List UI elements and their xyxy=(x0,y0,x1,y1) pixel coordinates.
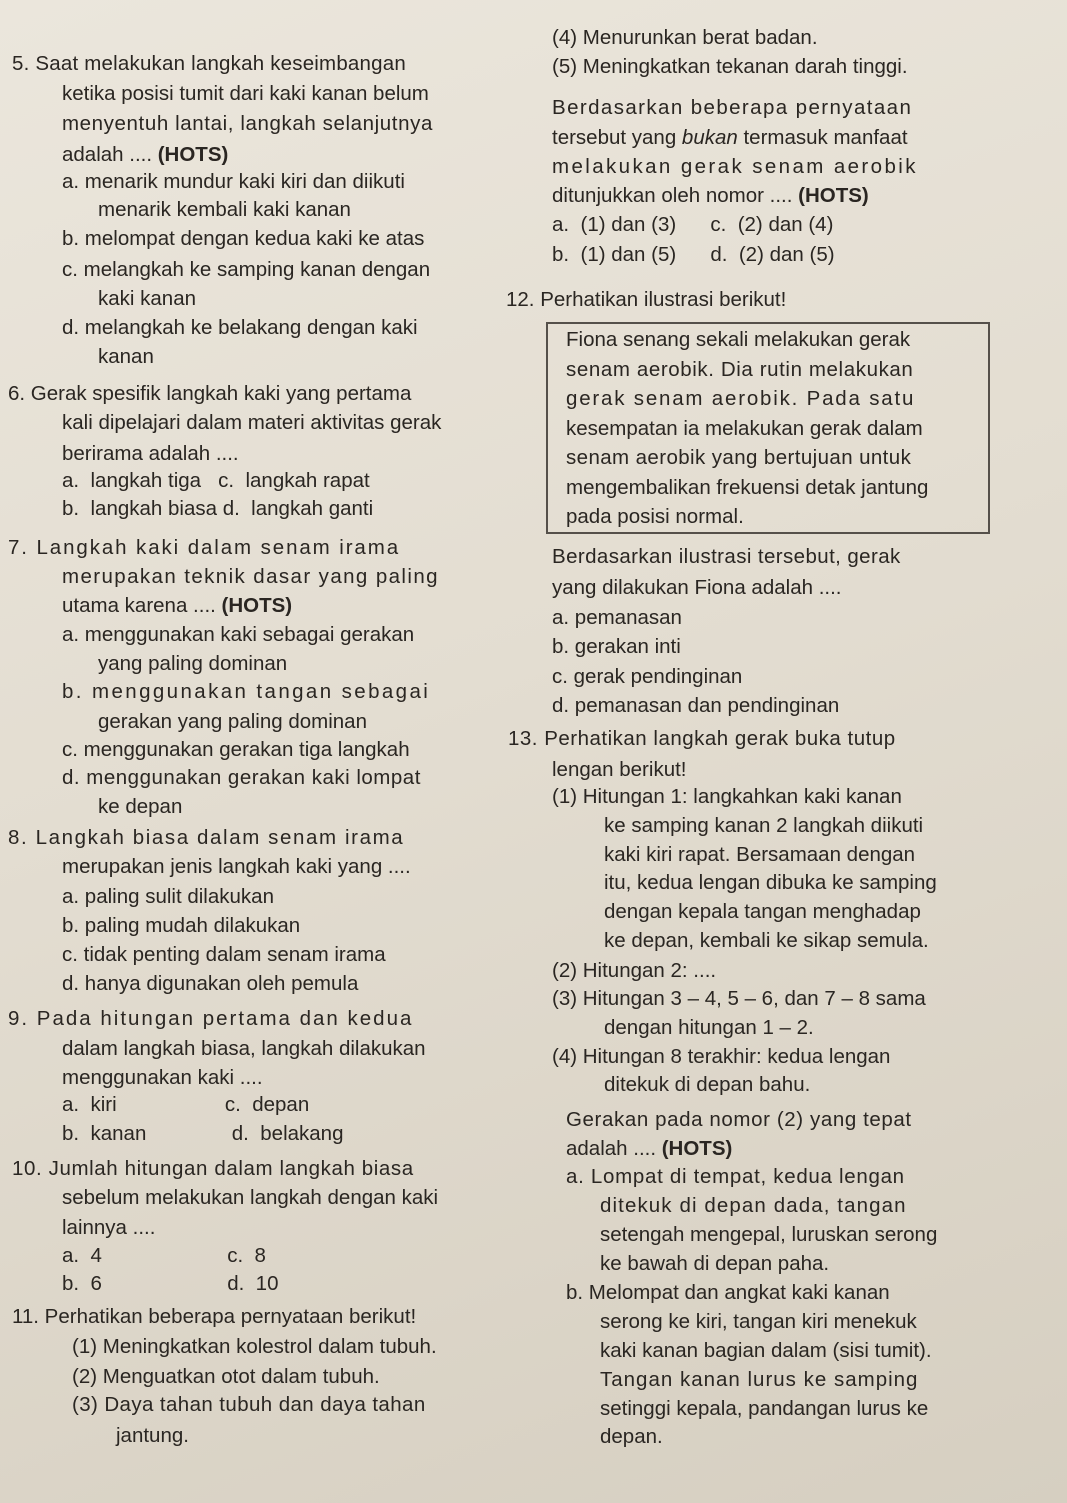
question-13-prompt: adalah .... (HOTS) xyxy=(566,1137,733,1160)
question-5-option-c: c. melangkah ke samping kanan dengan xyxy=(62,258,431,281)
question-11-options-bd: b. (1) dan (5) d. (2) dan (5) xyxy=(552,243,835,266)
question-10-stem: lainnya .... xyxy=(62,1216,156,1239)
question-13-step-1: dengan kepala tangan menghadap xyxy=(604,900,921,923)
illustration-text: Fiona senang sekali melakukan gerak xyxy=(566,328,911,351)
illustration-text: senam aerobik yang bertujuan untuk xyxy=(566,446,912,469)
question-9-options-ac: a. kiri c. depan xyxy=(62,1093,310,1116)
question-7-stem: utama karena .... (HOTS) xyxy=(62,594,293,617)
question-9-options-bd: b. kanan d. belakang xyxy=(62,1122,344,1145)
question-12-stem: Berdasarkan ilustrasi tersebut, gerak xyxy=(552,545,901,568)
question-11-stem: Berdasarkan beberapa pernyataan xyxy=(552,96,913,119)
question-12-option-c: c. gerak pendinginan xyxy=(552,665,743,688)
question-13-option-b: depan. xyxy=(600,1425,663,1448)
question-5-stem: 5. Saat melakukan langkah keseimbangan xyxy=(12,52,406,75)
question-7-option-d: ke depan xyxy=(98,795,183,818)
question-11-statement: (3) Daya tahan tubuh dan daya tahan xyxy=(72,1393,426,1416)
question-11-statement: (4) Menurunkan berat badan. xyxy=(552,26,818,49)
question-5-option-d: d. melangkah ke belakang dengan kaki xyxy=(62,316,418,339)
question-13-stem: lengan berikut! xyxy=(552,758,687,781)
illustration-text: gerak senam aerobik. Pada satu xyxy=(566,387,916,410)
hots-marker: (HOTS) xyxy=(798,184,869,207)
question-5-stem: adalah .... (HOTS) xyxy=(62,143,229,166)
question-10-stem: sebelum melakukan langkah dengan kaki xyxy=(62,1186,439,1209)
question-10-options-ac: a. 4 c. 8 xyxy=(62,1244,266,1267)
question-7-option-b: gerakan yang paling dominan xyxy=(98,710,367,733)
question-12-stem: 12. Perhatikan ilustrasi berikut! xyxy=(506,288,787,311)
question-13-step-4: ditekuk di depan bahu. xyxy=(604,1073,811,1096)
hots-marker: (HOTS) xyxy=(157,143,229,166)
question-13-step-1: (1) Hitungan 1: langkahkan kaki kanan xyxy=(552,785,902,808)
question-11-stem: ditunjukkan oleh nomor .... (HOTS) xyxy=(552,184,869,207)
question-7-option-b: b. menggunakan tangan sebagai xyxy=(62,680,431,703)
question-9-stem: 9. Pada hitungan pertama dan kedua xyxy=(8,1007,414,1030)
question-11-stem-part: termasuk manfaat xyxy=(737,126,908,149)
question-6-stem: berirama adalah .... xyxy=(62,442,239,465)
question-9-stem: dalam langkah biasa, langkah dilakukan xyxy=(62,1037,426,1060)
question-13-step-1: ke samping kanan 2 langkah diikuti xyxy=(604,814,924,837)
question-6-stem: kali dipelajari dalam materi aktivitas gerak xyxy=(62,411,442,434)
question-10-stem: 10. Jumlah hitungan dalam langkah biasa xyxy=(12,1157,414,1180)
question-13-option-b: serong ke kiri, tangan kiri menekuk xyxy=(600,1310,917,1333)
question-13-step-4: (4) Hitungan 8 terakhir: kedua lengan xyxy=(552,1045,891,1068)
question-13-option-b: b. Melompat dan angkat kaki kanan xyxy=(566,1281,890,1304)
question-13-option-a: ditekuk di depan dada, tangan xyxy=(600,1194,907,1217)
question-5-option-a: a. menarik mundur kaki kiri dan diikuti xyxy=(62,170,405,193)
question-7-option-d: d. menggunakan gerakan kaki lompat xyxy=(62,766,421,789)
question-7-option-a: a. menggunakan kaki sebagai gerakan xyxy=(62,623,415,646)
question-8-option-c: c. tidak penting dalam senam irama xyxy=(62,943,386,966)
question-5-option-c: kaki kanan xyxy=(98,287,197,310)
question-7-option-a: yang paling dominan xyxy=(98,652,288,675)
question-7-option-c: c. menggunakan gerakan tiga langkah xyxy=(62,738,410,761)
question-13-option-a: setengah mengepal, luruskan serong xyxy=(600,1223,938,1246)
question-5-stem: ketika posisi tumit dari kaki kanan belum xyxy=(62,82,429,105)
question-8-stem: 8. Langkah biasa dalam senam irama xyxy=(8,826,405,849)
question-13-step-2: (2) Hitungan 2: .... xyxy=(552,959,717,982)
question-13-option-b: kaki kanan bagian dalam (sisi tumit). xyxy=(600,1339,932,1362)
question-11-options-ac: a. (1) dan (3) c. (2) dan (4) xyxy=(552,213,834,236)
question-11-statement: (1) Meningkatkan kolestrol dalam tubuh. xyxy=(72,1335,437,1358)
hots-marker: (HOTS) xyxy=(661,1137,733,1160)
question-10-options-bd: b. 6 d. 10 xyxy=(62,1272,279,1295)
question-5-option-a: menarik kembali kaki kanan xyxy=(98,198,351,221)
question-11-stem: melakukan gerak senam aerobik xyxy=(552,155,918,178)
question-9-stem: menggunakan kaki .... xyxy=(62,1066,263,1089)
question-13-option-b: setinggi kepala, pandangan lurus ke xyxy=(600,1397,929,1420)
question-11-stem xyxy=(552,126,908,150)
question-11-stem-part: tersebut yang xyxy=(552,126,682,149)
question-11-statement: (2) Menguatkan otot dalam tubuh. xyxy=(72,1365,380,1388)
question-13-step-1: itu, kedua lengan dibuka ke samping xyxy=(604,871,937,894)
question-12-option-d: d. pemanasan dan pendinginan xyxy=(552,694,840,717)
question-5-option-d: kanan xyxy=(98,345,154,368)
question-13-step-1: kaki kiri rapat. Bersamaan dengan xyxy=(604,843,916,866)
question-13-step-3: (3) Hitungan 3 – 4, 5 – 6, dan 7 – 8 sama xyxy=(552,987,926,1010)
question-6-options-bd: b. langkah biasa d. langkah ganti xyxy=(62,497,374,520)
illustration-text: senam aerobik. Dia rutin melakukan xyxy=(566,358,914,381)
question-8-option-d: d. hanya digunakan oleh pemula xyxy=(62,972,359,995)
question-6-options-ac: a. langkah tiga c. langkah rapat xyxy=(62,469,370,492)
question-8-stem: merupakan jenis langkah kaki yang .... xyxy=(62,855,411,878)
question-13-option-a: ke bawah di depan paha. xyxy=(600,1252,830,1275)
question-13-stem: 13. Perhatikan langkah gerak buka tutup xyxy=(508,727,896,750)
question-13-step-1: ke depan, kembali ke sikap semula. xyxy=(604,929,929,952)
question-5-option-b: b. melompat dengan kedua kaki ke atas xyxy=(62,227,425,250)
question-8-option-a: a. paling sulit dilakukan xyxy=(62,885,274,908)
question-7-stem: merupakan teknik dasar yang paling xyxy=(62,565,439,588)
question-5-stem: menyentuh lantai, langkah selanjutnya xyxy=(62,112,433,135)
question-12-stem: yang dilakukan Fiona adalah .... xyxy=(552,576,842,599)
question-11-statement: (5) Meningkatkan tekanan darah tinggi. xyxy=(552,55,908,78)
question-11-stem: 11. Perhatikan beberapa pernyataan berikut! xyxy=(12,1305,417,1328)
question-7-stem: 7. Langkah kaki dalam senam irama xyxy=(8,536,401,559)
question-13-option-b: Tangan kanan lurus ke samping xyxy=(600,1368,919,1391)
question-12-option-b: b. gerakan inti xyxy=(552,635,681,658)
hots-marker: (HOTS) xyxy=(221,594,293,617)
question-11-statement: jantung. xyxy=(116,1424,189,1447)
question-12-option-a: a. pemanasan xyxy=(552,606,682,629)
question-6-stem: 6. Gerak spesifik langkah kaki yang pertama xyxy=(8,382,412,405)
question-8-option-b: b. paling mudah dilakukan xyxy=(62,914,301,937)
illustration-text: mengembalikan frekuensi detak jantung xyxy=(566,476,929,499)
question-13-step-3: dengan hitungan 1 – 2. xyxy=(604,1016,814,1039)
question-13-option-a: a. Lompat di tempat, kedua lengan xyxy=(566,1165,905,1188)
question-13-prompt: Gerakan pada nomor (2) yang tepat xyxy=(566,1108,912,1131)
question-11-emphasis: bukan xyxy=(681,126,738,149)
illustration-text: kesempatan ia melakukan gerak dalam xyxy=(566,417,923,440)
illustration-text: pada posisi normal. xyxy=(566,505,744,528)
